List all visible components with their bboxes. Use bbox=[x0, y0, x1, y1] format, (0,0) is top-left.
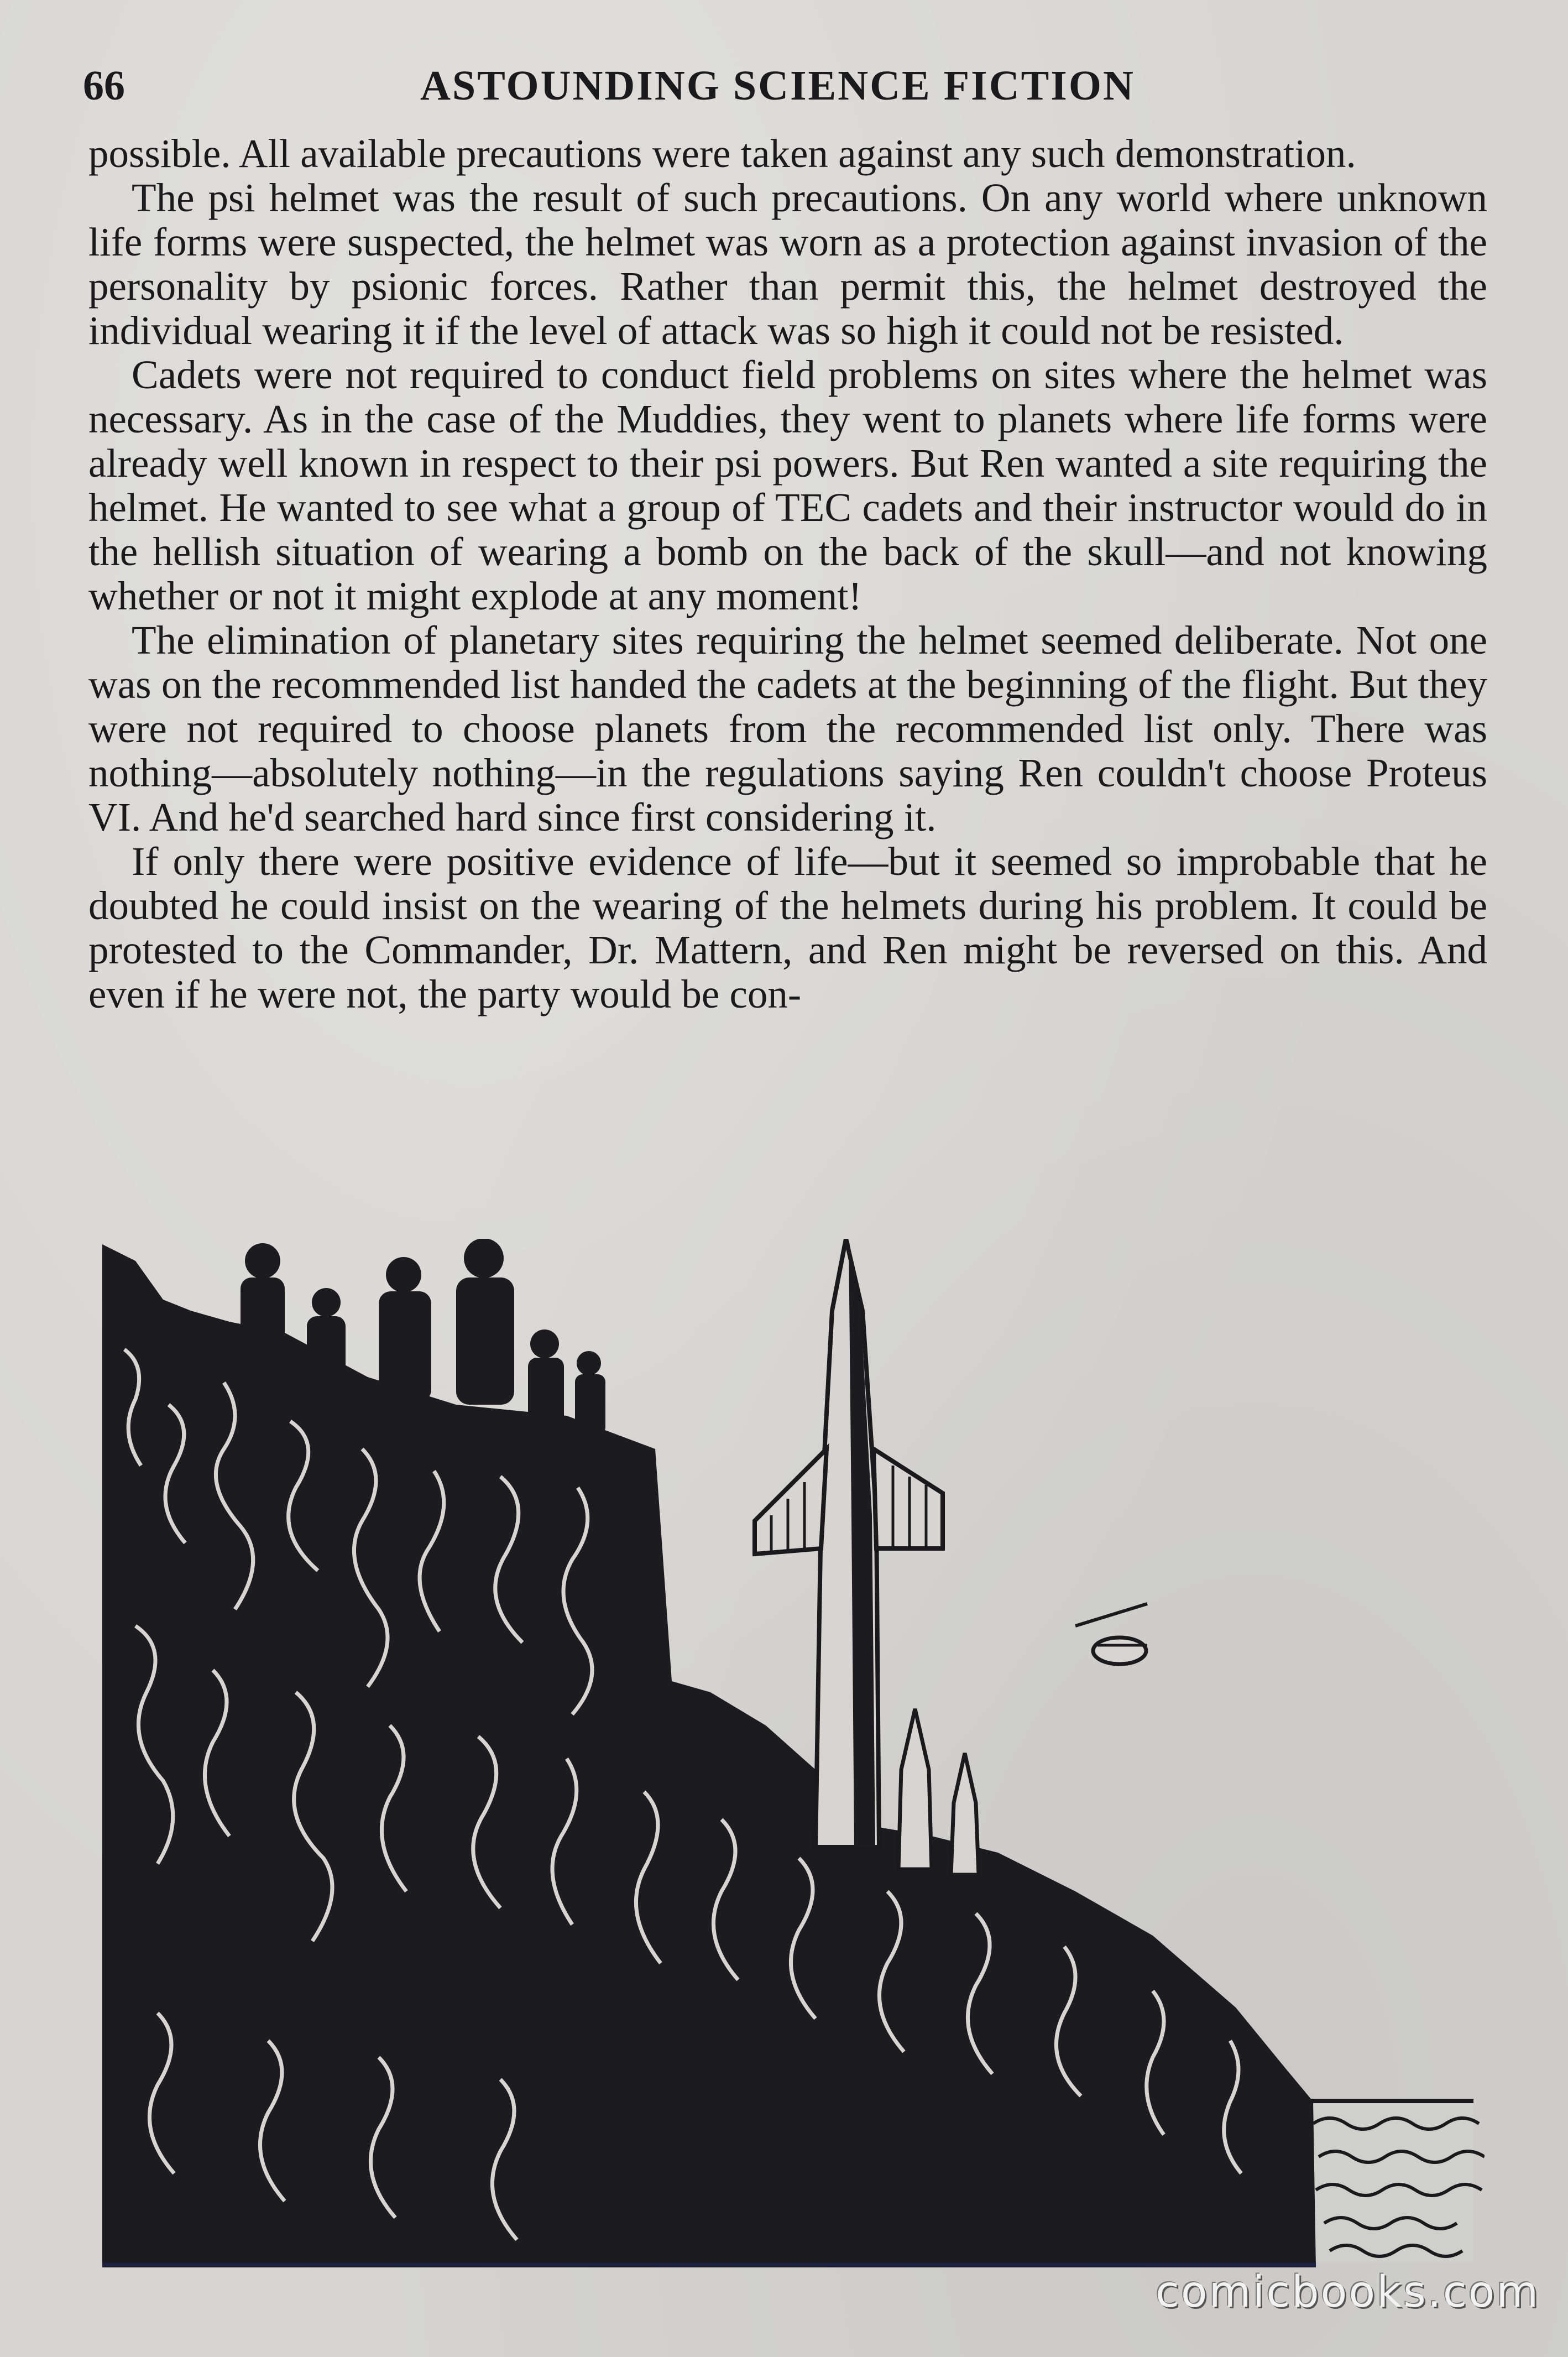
cliff-silhouette bbox=[102, 1244, 1316, 2267]
small-aircraft bbox=[1075, 1604, 1147, 1664]
paragraph-3: Cadets were not required to conduct field problems on sites where the helmet was necessary. As in the case of the Muddies, they went to planets where life forms were already well known in respect to their psi powers. But Ren wanted a site requiring the helmet. He wanted to see what a group of TEC cadets and their instructor would do in the hellish situation of wearing a bomb on the back of the skull—and not knowing whether or not it might explode at any moment! bbox=[88, 352, 1487, 618]
sea-waves bbox=[1308, 2099, 1485, 2262]
paragraph-1: possible. All available precautions were taken against any such demonstration. bbox=[88, 131, 1356, 176]
paragraph-4: The elimination of planetary sites requiring the helmet seemed deliberate. Not one was on the recommended list handed the cadets at the beginning of the flight. But they were not required to choose planets from the recommended list only. There was nothing—absolutely nothing—in the regulations saying Ren couldn't choose Proteus VI. And he'd searched hard since first considering it. bbox=[88, 618, 1487, 839]
paragraph-5: If only there were positive evidence of life—but it seemed so improbable that he doubted he could insist on the wearing of the helmets during his problem. It could be protested to the Commander, Dr. Mattern, and Ren might be reversed on this. And even if he were not, the party would be con- bbox=[88, 839, 1487, 1016]
paragraph-2: The psi helmet was the result of such precautions. On any world where unknown life forms were suspected, the helmet was worn as a protection against invasion of the personality by psionic forces. Rather than permit this, the helmet destroyed the individual wearing it if the level of attack was so high it could not be resisted. bbox=[88, 175, 1487, 353]
cliff-rocket-illustration bbox=[102, 1239, 1485, 2267]
page-header bbox=[83, 55, 1490, 116]
article-body bbox=[88, 132, 1487, 1016]
page-number: 66 bbox=[83, 62, 125, 109]
watermark-text: comicbooks.com bbox=[1156, 2267, 1540, 2317]
running-head: ASTOUNDING SCIENCE FICTION bbox=[420, 62, 1135, 109]
